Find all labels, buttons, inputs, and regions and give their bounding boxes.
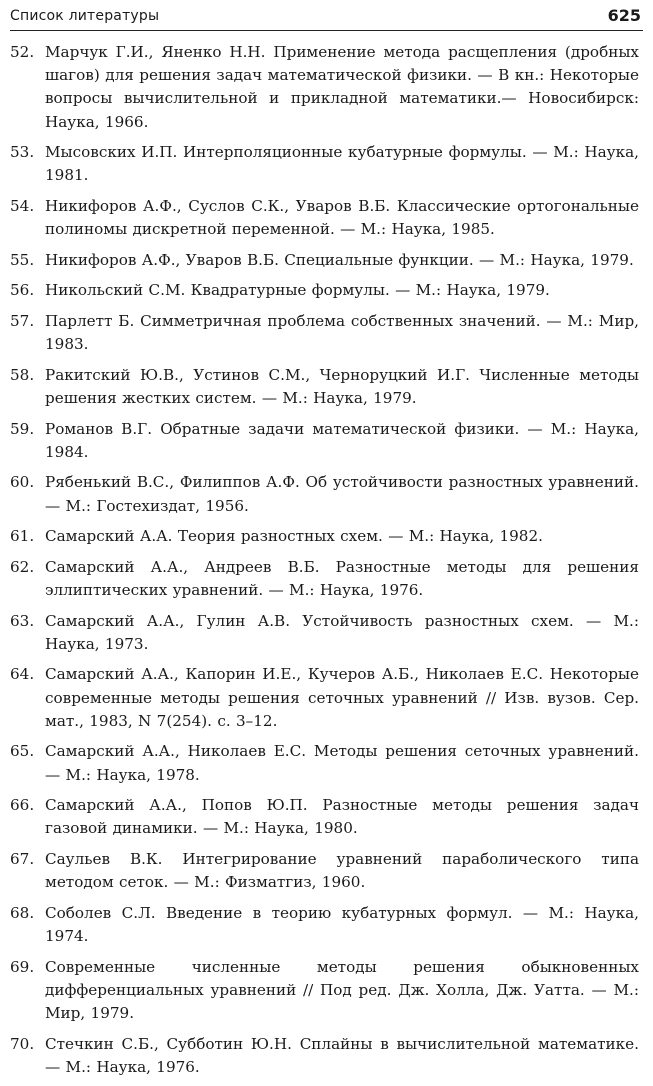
reference-number: 70. (10, 1034, 35, 1053)
reference-item (0, 141, 653, 187)
reference-number: 68. (10, 903, 35, 922)
reference-item (0, 556, 653, 602)
reference-number: 52. (10, 43, 35, 61)
reference-number: 65. (10, 742, 35, 761)
reference-item (0, 310, 653, 356)
reference-item (0, 956, 653, 1026)
reference-text: Соболев С.Л. Введение в теорию кубатурных формул. — М.: Наука, 1974. (45, 903, 639, 945)
reference-text: Самарский А.А. Теория разностных схем. — М.: Наука, 1982. (45, 527, 543, 546)
reference-item (0, 794, 653, 840)
reference-text: Романов В.Г. Обратные задачи математической физики. — М.: Наука, 1984. (45, 419, 639, 461)
reference-number: 63. (10, 611, 35, 630)
reference-number: 60. (10, 473, 35, 492)
reference-number: 67. (10, 849, 35, 868)
reference-text: Мысовских И.П. Интерполяционные кубатурные формулы. — М.: Наука, 1981. (45, 143, 639, 185)
section-title: Список литературы (10, 8, 160, 24)
reference-number: 69. (10, 957, 35, 976)
reference-number: 53. (10, 143, 35, 162)
reference-text: Самарский А.А., Николаев Е.С. Методы решения сеточных уравнений. — М.: Наука, 1978. (45, 742, 639, 784)
reference-item (0, 195, 653, 241)
reference-item (0, 364, 653, 410)
reference-item (0, 525, 653, 548)
reference-number: 56. (10, 281, 35, 300)
reference-text: Никифоров А.Ф., Суслов С.К., Уваров В.Б. Классические ортогональные полиномы дискретной переменной. — М.: Наука, 1985. (45, 197, 639, 239)
reference-text: Самарский А.А., Андреев В.Б. Разностные методы для решения эллиптических уравнений. — М.: Наука, 1976. (45, 557, 639, 599)
reference-item (0, 1033, 653, 1079)
reference-number: 57. (10, 311, 35, 330)
reference-item (0, 902, 653, 948)
reference-item (0, 279, 653, 302)
reference-text: Самарский А.А., Капорин И.Е., Кучеров А.Б., Николаев Е.С. Некоторые современные методы решения сеточных уравнений // Изв. вузов. Сер. мат., 1983, N 7(254). с. 3–12. (45, 665, 639, 730)
reference-item (0, 418, 653, 464)
reference-item (0, 740, 653, 786)
reference-text: Современные численные методы решения обыкновенных дифференциальных уравнений // Под ред. Дж. Холла, Дж. Уатта. — М.: Мир, 1979. (45, 957, 639, 1022)
reference-item (0, 663, 653, 733)
reference-number: 58. (10, 365, 35, 384)
reference-text: Стечкин С.Б., Субботин Ю.Н. Сплайны в вычислительной математике. — М.: Наука, 1976. (45, 1034, 639, 1076)
reference-item (0, 610, 653, 656)
reference-number: 64. (10, 665, 35, 684)
reference-text: Парлетт Б. Симметричная проблема собственных значений. — М.: Мир, 1983. (45, 311, 639, 354)
reference-item (0, 848, 653, 894)
running-header (10, 6, 643, 31)
reference-number: 54. (10, 197, 35, 215)
reference-text: Никифоров А.Ф., Уваров В.Б. Специальные функции. — М.: Наука, 1979. (45, 250, 634, 269)
reference-text: Самарский А.А., Гулин А.В. Устойчивость разностных схем. — М.: Наука, 1973. (45, 611, 639, 653)
reference-number: 61. (10, 527, 35, 546)
reference-number: 55. (10, 250, 35, 269)
reference-number: 66. (10, 796, 35, 815)
reference-number: 59. (10, 419, 35, 438)
reference-text: Рябенький В.С., Филиппов А.Ф. Об устойчивости разностных уравнений. — М.: Гостехиздат, 1956. (45, 473, 639, 515)
reference-text: Никольский С.М. Квадратурные формулы. — М.: Наука, 1979. (45, 281, 550, 300)
reference-item (0, 41, 653, 134)
reference-text: Ракитский Ю.В., Устинов С.М., Черноруцкий И.Г. Численные методы решения жестких систем. — М.: Наука, 1979. (45, 365, 639, 407)
reference-text: Марчук Г.И., Яненко Н.Н. Применение метода расщепления (дробных шагов) для решения задач математической физики. — В кн.: Некоторые вопросы вычислительной и прикладной математики.— Новосибирск: Наука, 1966. (45, 43, 639, 131)
reference-item (0, 249, 653, 272)
reference-item (0, 471, 653, 517)
reference-text: Саульев В.К. Интегрирование уравнений параболического типа методом сеток. — М.: Физматгиз, 1960. (45, 849, 639, 892)
reference-list (0, 41, 653, 1086)
reference-text: Самарский А.А., Попов Ю.П. Разностные методы решения задач газовой динамики. — М.: Наука, 1980. (45, 796, 639, 838)
page-number: 625 (607, 6, 641, 25)
reference-number: 62. (10, 557, 35, 576)
